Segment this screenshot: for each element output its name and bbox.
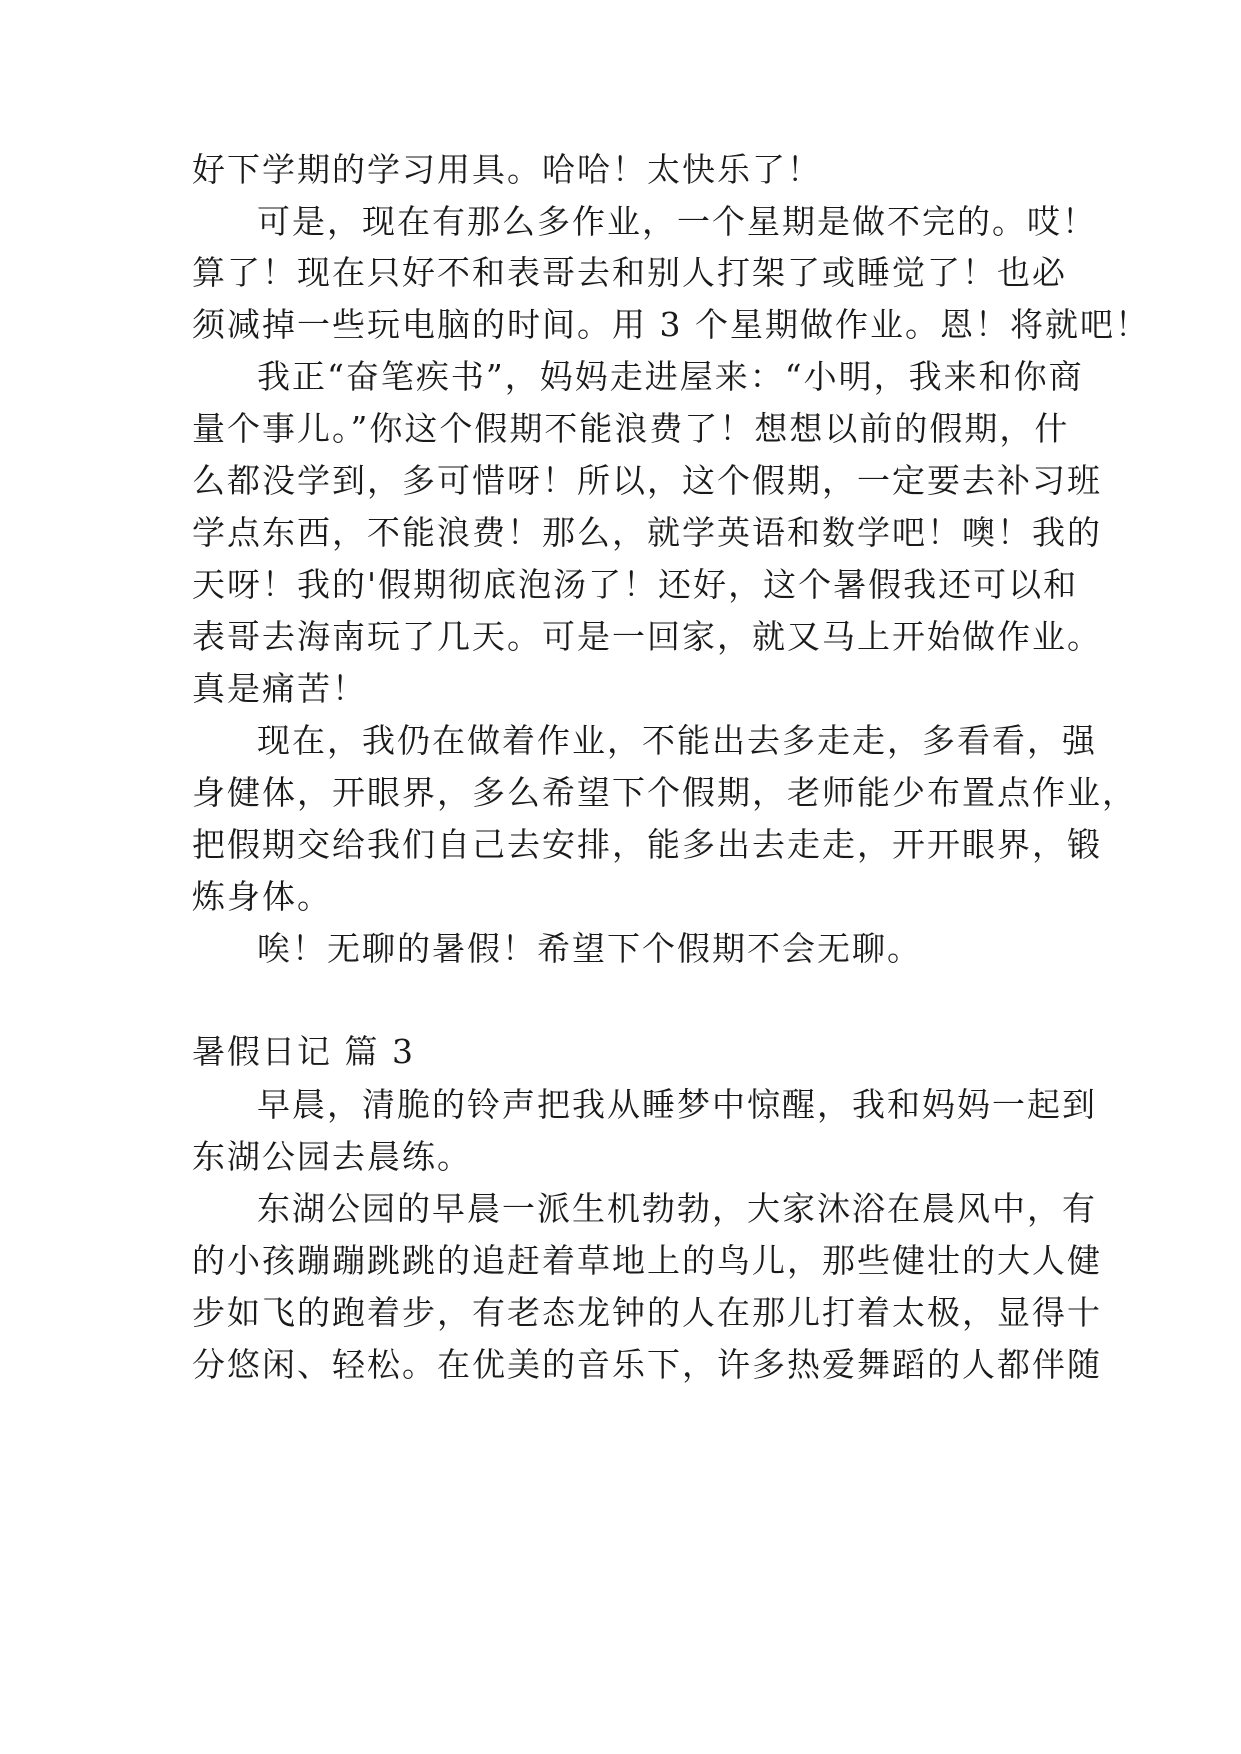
paragraph-start-line: 早晨，清脆的铃声把我从睡梦中惊醒，我和妈妈一起到 [257,1085,1097,1124]
text-line: 天呀！我的'假期彻底泡汤了！还好，这个暑假我还可以和 [192,565,1079,604]
text-line: 好下学期的学习用具。哈哈！太快乐了！ [192,150,822,189]
paragraph-start-line: 现在，我仍在做着作业，不能出去多走走，多看看，强 [257,721,1097,760]
paragraph-start-line: 我正“奋笔疾书”，妈妈走进屋来：“小明，我来和你商 [257,357,1084,396]
text-line: 分悠闲、轻松。在优美的音乐下，许多热爱舞蹈的人都伴随 [192,1345,1102,1384]
section-heading: 暑假日记 篇 3 [192,1032,415,1071]
text-line: 的小孩蹦蹦跳跳的追赶着草地上的鸟儿，那些健壮的大人健 [192,1241,1102,1280]
paragraph-start-line: 唉！无聊的暑假！希望下个假期不会无聊。 [257,929,922,968]
text-line: 算了！现在只好不和表哥去和别人打架了或睡觉了！也必 [192,253,1067,292]
text-line: 须减掉一些玩电脑的时间。用 3 个星期做作业。恩！将就吧！ [192,305,1150,344]
text-line: 炼身体。 [192,877,332,916]
text-line: 表哥去海南玩了几天。可是一回家，就又马上开始做作业。 [192,617,1102,656]
text-line: 身健体，开眼界，多么希望下个假期，老师能少布置点作业， [192,773,1137,812]
paragraph-start-line: 可是，现在有那么多作业，一个星期是做不完的。哎！ [257,202,1097,241]
paragraph-start-line: 东湖公园的早晨一派生机勃勃，大家沐浴在晨风中，有 [257,1189,1097,1228]
text-line: 步如飞的跑着步，有老态龙钟的人在那儿打着太极，显得十 [192,1293,1102,1332]
text-line: 东湖公园去晨练。 [192,1137,472,1176]
text-line: 量个事儿。”你这个假期不能浪费了！想想以前的假期，什 [192,409,1070,448]
text-line: 学点东西，不能浪费！那么，就学英语和数学吧！噢！我的 [192,513,1102,552]
text-line: 真是痛苦！ [192,669,367,708]
text-line: 么都没学到，多可惜呀！所以，这个假期，一定要去补习班 [192,461,1102,500]
text-line: 把假期交给我们自己去安排，能多出去走走，开开眼界，锻 [192,825,1102,864]
